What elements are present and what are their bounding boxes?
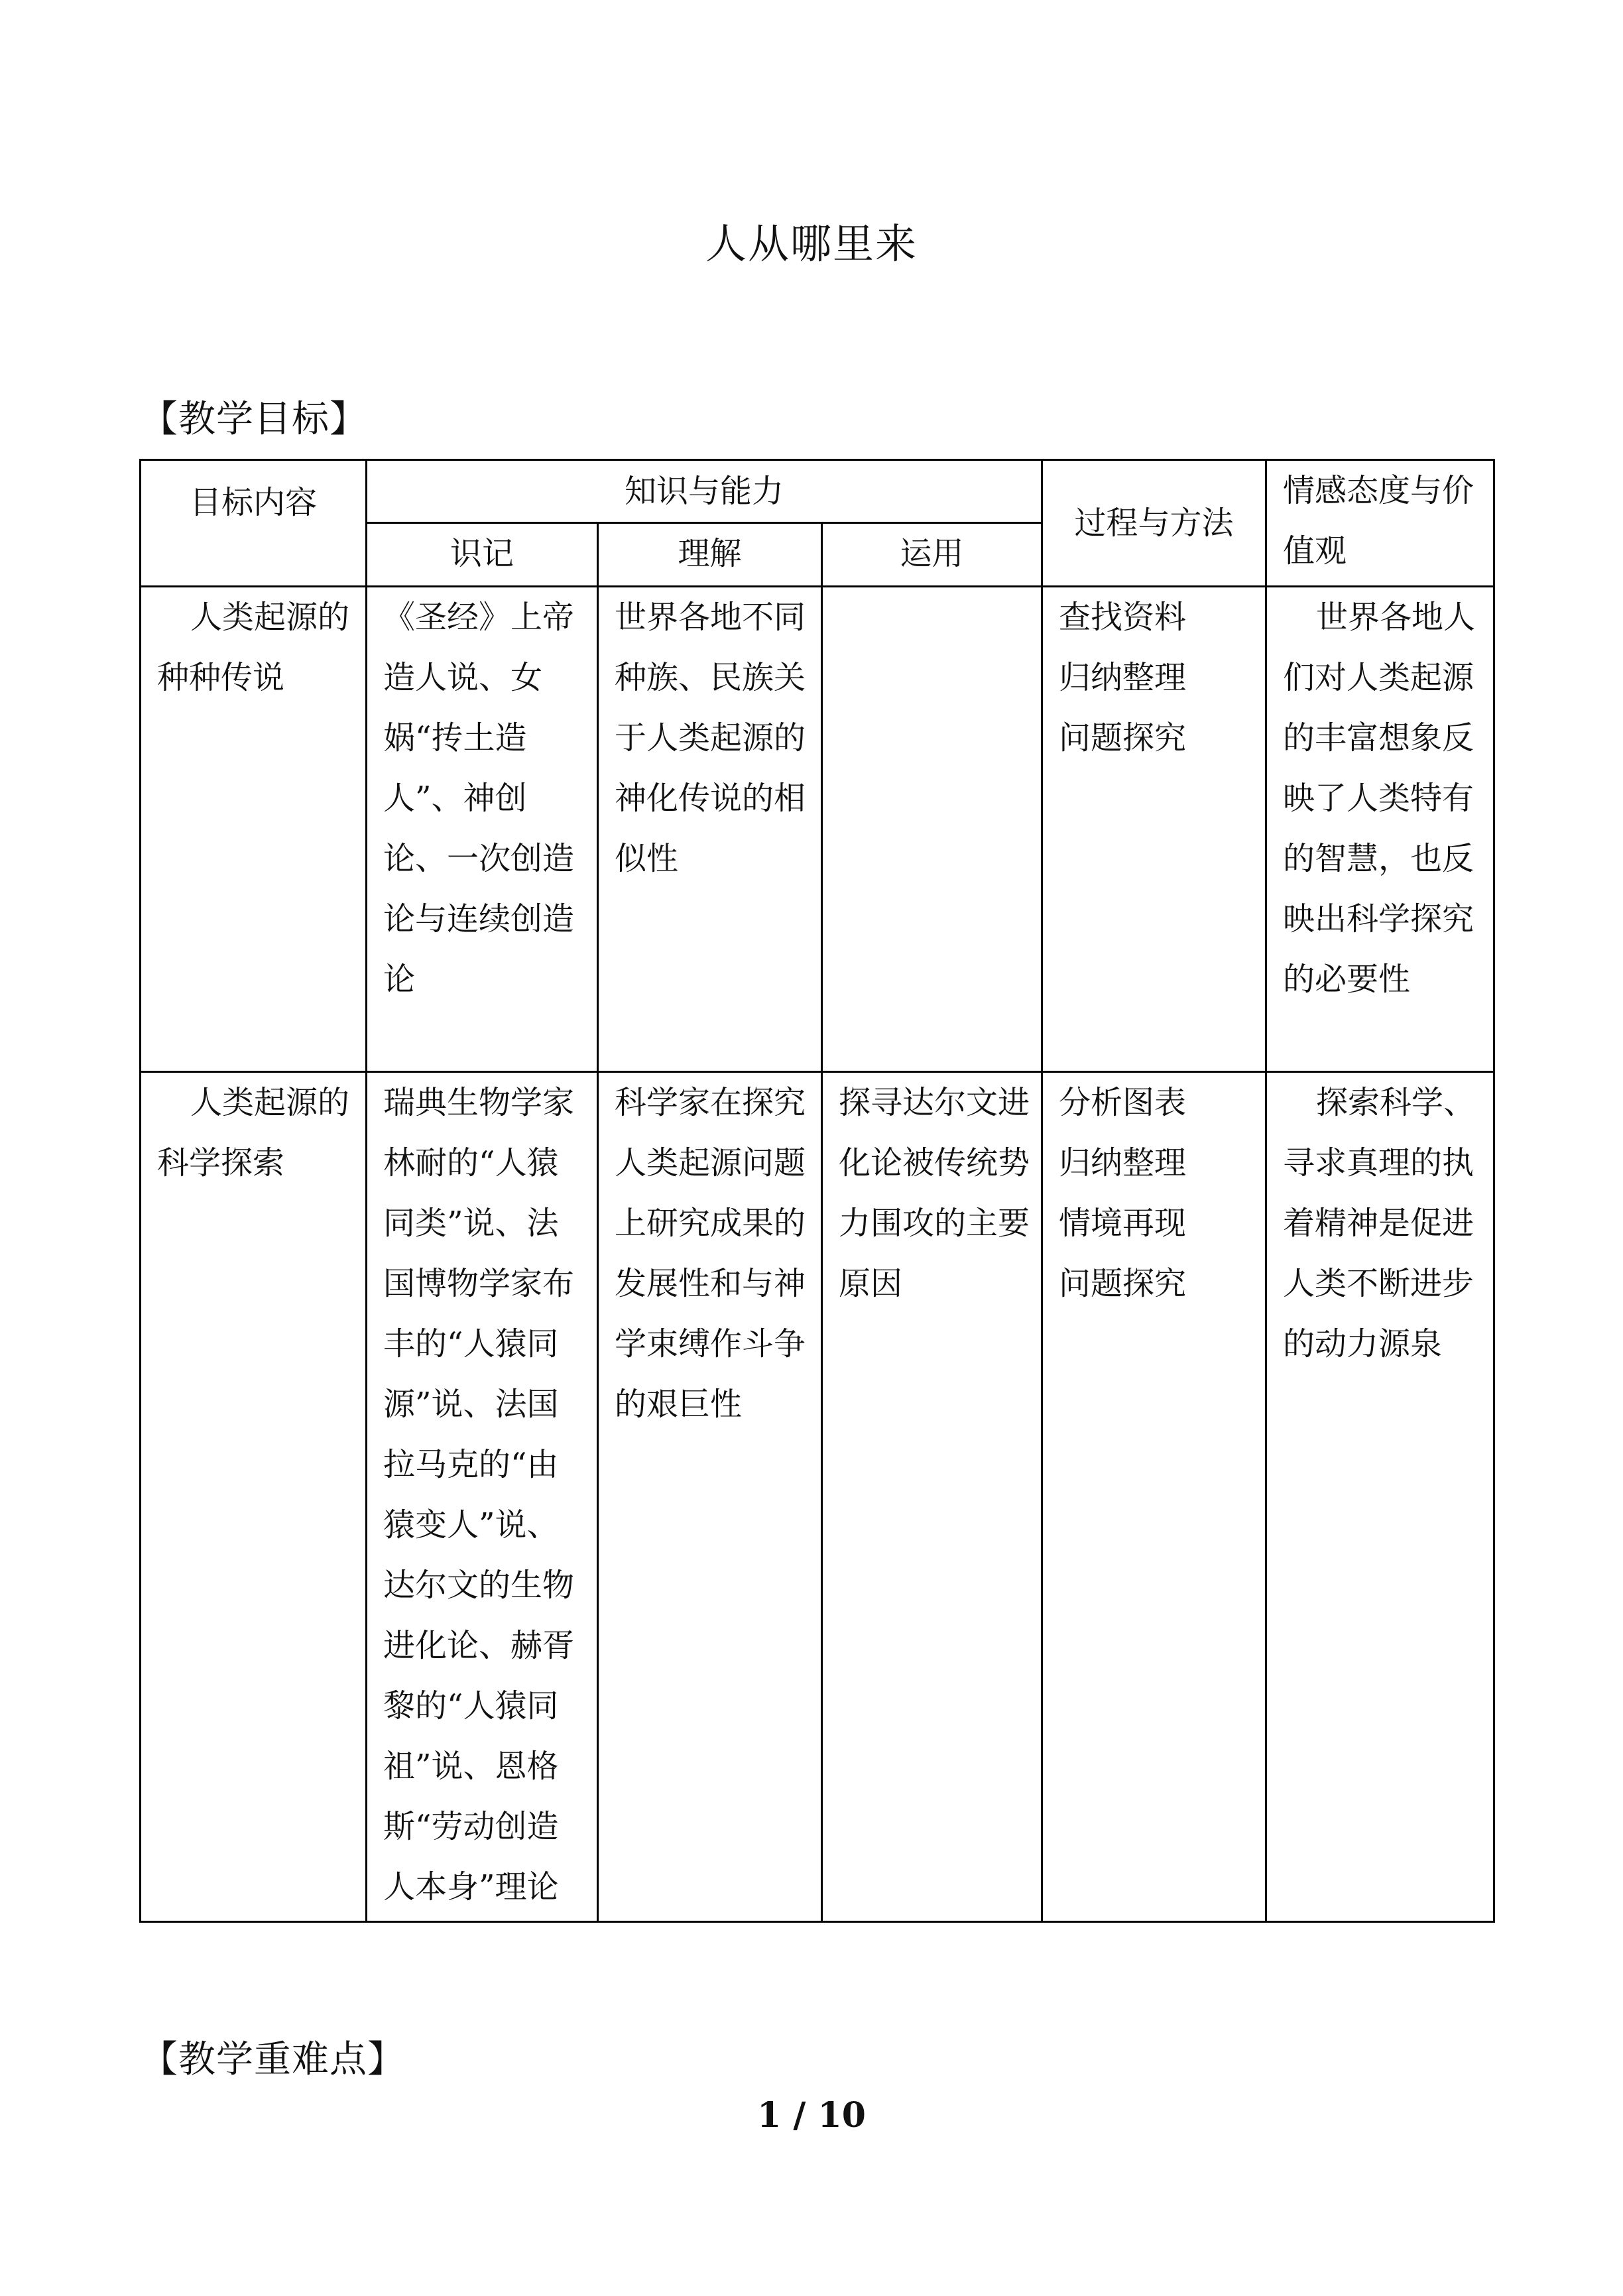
page-number: 1 / 10: [757, 2095, 866, 2136]
row-apply: 探寻达尔文进化论被传统势力围攻的主要原因: [822, 1072, 1042, 1922]
row-apply: [822, 587, 1042, 1072]
header-process-method: 过程与方法: [1042, 460, 1266, 587]
header-goal-content: 目标内容: [141, 460, 367, 587]
page-title: 人从哪里来: [705, 219, 918, 268]
row-understand: 世界各地不同种族、民族关于人类起源的神化传说的相似性: [598, 587, 822, 1072]
section-heading-teaching-goals: 【教学目标】: [141, 398, 367, 441]
row-goal: 人类起源的种种传说: [141, 587, 367, 1072]
row-emotion: 世界各地人们对人类起源的丰富想象反映了人类特有的智慧，也反映出科学探究的必要性: [1266, 587, 1494, 1072]
header-apply: 运用: [822, 523, 1042, 587]
header-knowledge-ability: 知识与能力: [367, 460, 1042, 523]
section-heading-key-points: 【教学重难点】: [141, 2038, 405, 2081]
row-process: 分析图表 归纳整理 情境再现 问题探究: [1042, 1072, 1266, 1922]
row-goal: 人类起源的科学探索: [141, 1072, 367, 1922]
table-row: [141, 1072, 1494, 1922]
teaching-goals-table: [139, 459, 1495, 1923]
header-memorize: 识记: [367, 523, 598, 587]
header-emotion-values: 情感态度与价值观: [1266, 460, 1494, 587]
row-understand: 科学家在探究人类起源问题上研究成果的发展性和与神学束缚作斗争的艰巨性: [598, 1072, 822, 1922]
row-emotion: 探索科学、寻求真理的执着精神是促进人类不断进步的动力源泉: [1266, 1072, 1494, 1922]
header-understand: 理解: [598, 523, 822, 587]
table-row: [141, 587, 1494, 1072]
row-memorize: 瑞典生物学家林耐的“人猿同类”说、法国博物学家布丰的“人猿同源”说、法国拉马克的“由猿变人”说、达尔文的生物进化论、赫胥黎的“人猿同祖”说、恩格斯“劳动创造人本身”理论: [367, 1072, 598, 1922]
row-memorize: 《圣经》上帝造人说、女娲“抟土造人”、神创论、一次创造论与连续创造论: [367, 587, 598, 1072]
row-process: 查找资料 归纳整理 问题探究: [1042, 587, 1266, 1072]
